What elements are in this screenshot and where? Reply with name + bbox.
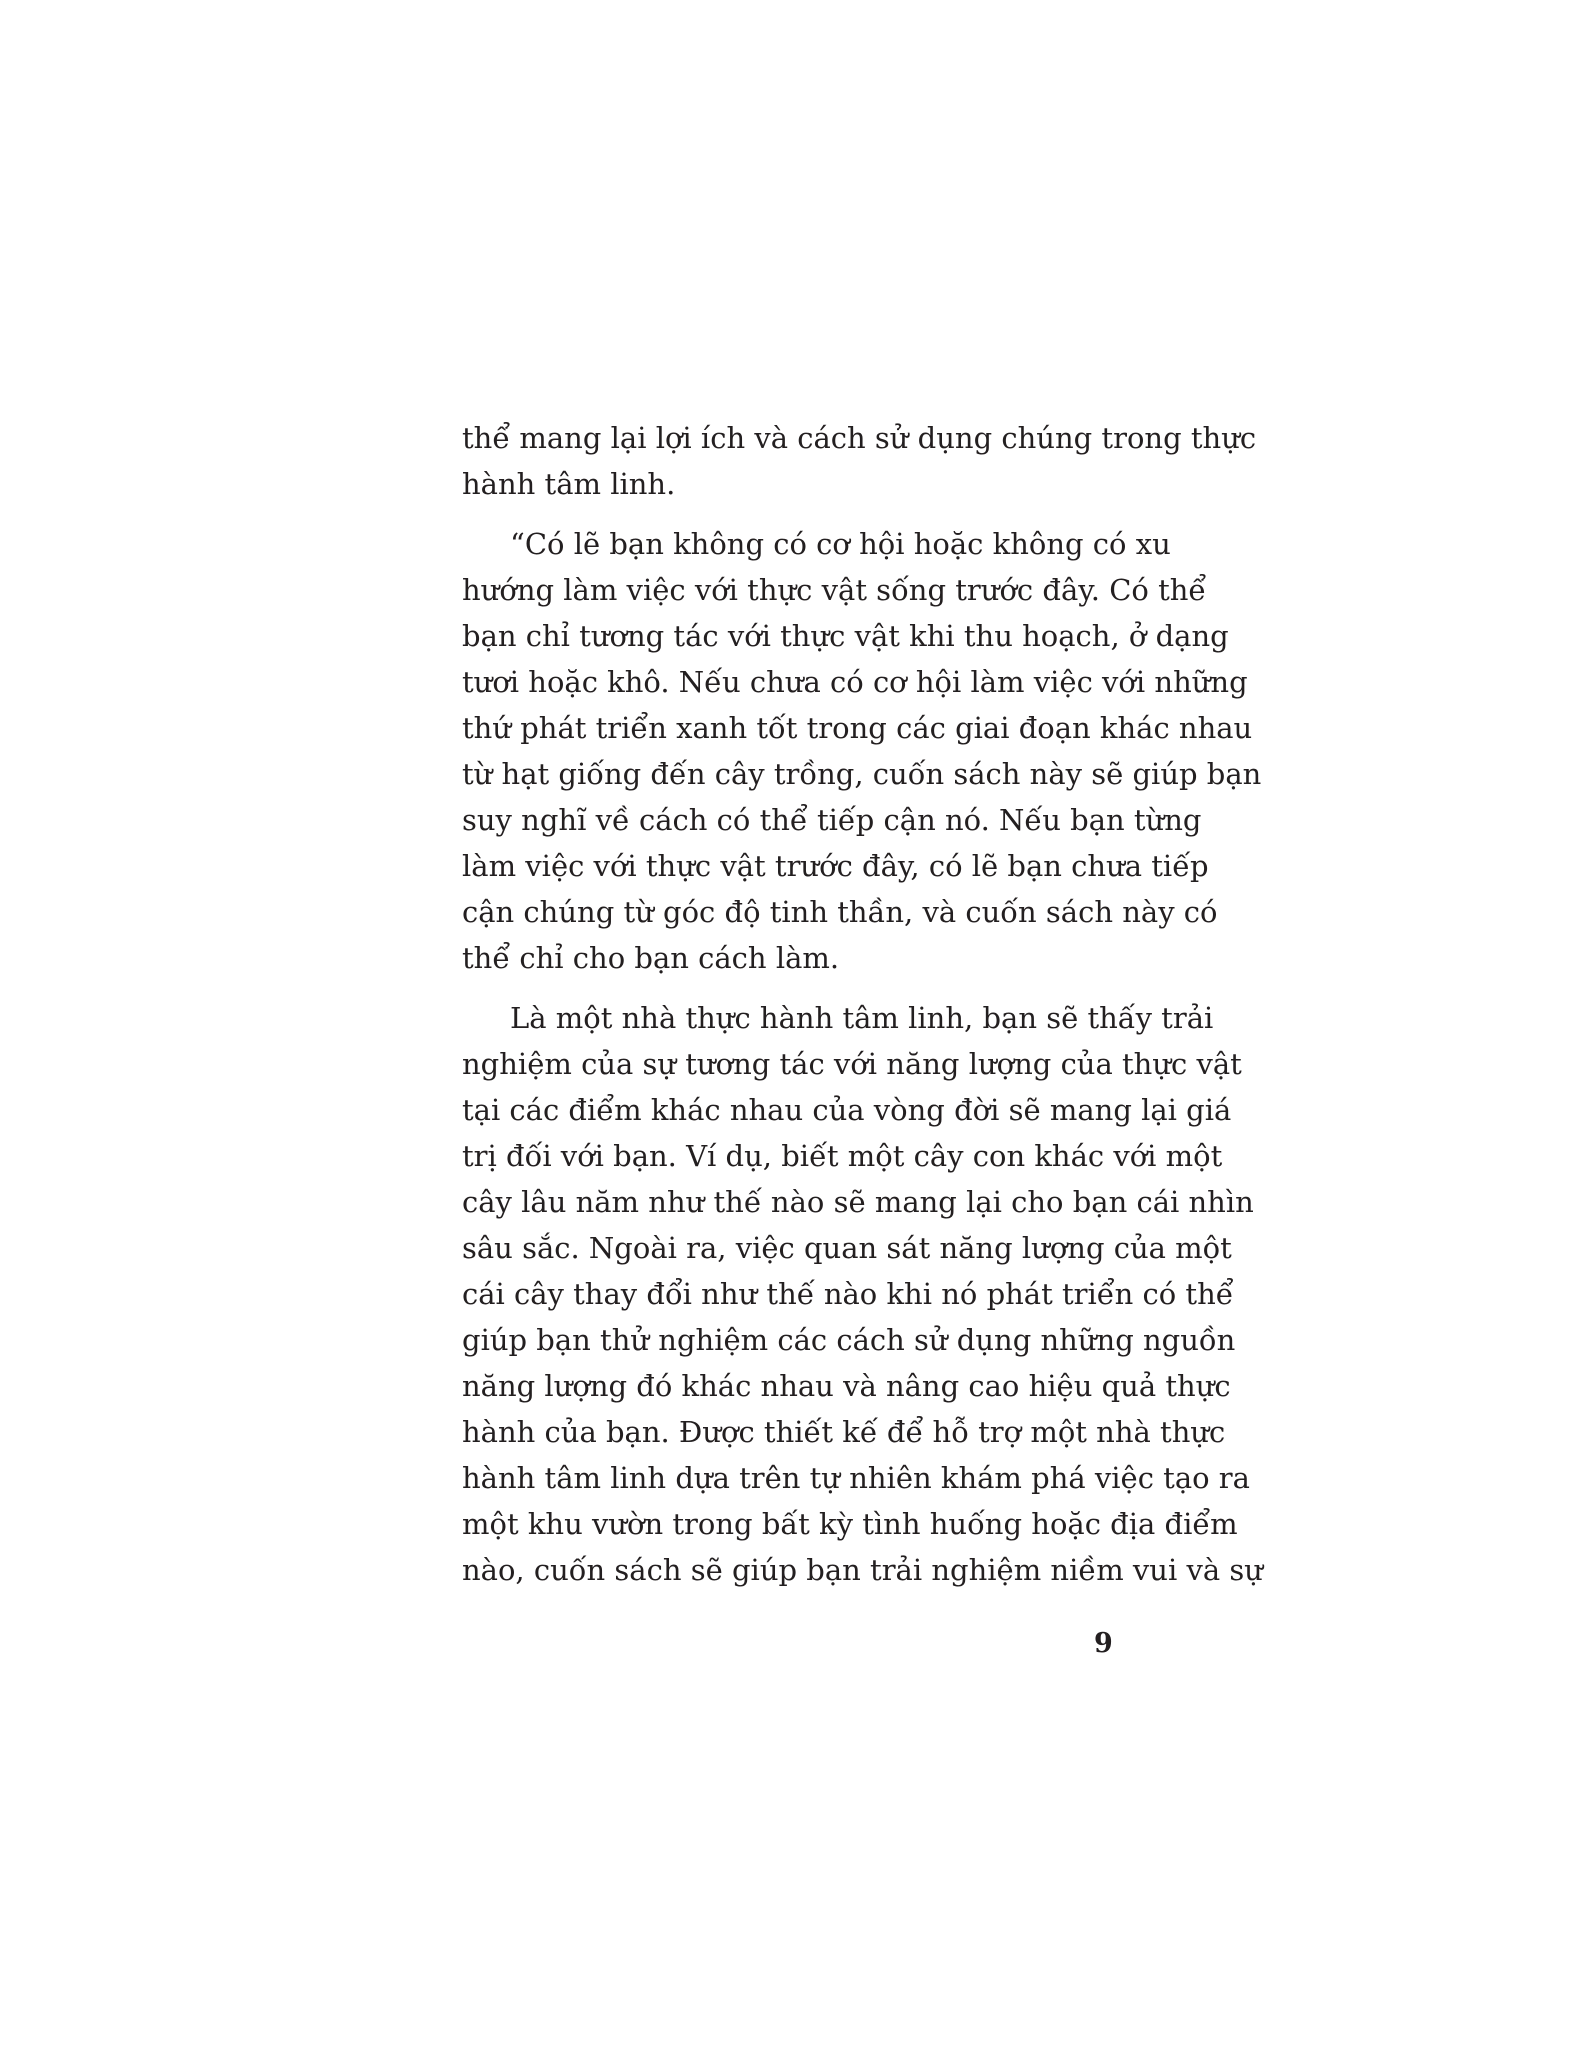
text-line: cận chúng từ góc độ tinh thần, và cuốn sách này có xyxy=(462,895,1218,929)
text-line: hành của bạn. Được thiết kế để hỗ trợ một nhà thực xyxy=(462,1415,1226,1449)
text-line: tươi hoặc khô. Nếu chưa có cơ hội làm việc với những xyxy=(462,665,1248,699)
paragraph-1 xyxy=(462,415,1257,507)
text-line: hành tâm linh dựa trên tự nhiên khám phá việc tạo ra xyxy=(462,1461,1250,1495)
text-line: thể mang lại lợi ích và cách sử dụng chúng trong thực xyxy=(462,421,1257,455)
text-line: hành tâm linh. xyxy=(462,467,676,501)
text-line: cây lâu năm như thế nào sẽ mang lại cho bạn cái nhìn xyxy=(462,1185,1254,1219)
text-line: Là một nhà thực hành tâm linh, bạn sẽ thấy trải xyxy=(510,1001,1214,1035)
text-line: nghiệm của sự tương tác với năng lượng của thực vật xyxy=(462,1047,1242,1081)
text-line: tại các điểm khác nhau của vòng đời sẽ mang lại giá xyxy=(462,1093,1232,1127)
text-line: thể chỉ cho bạn cách làm. xyxy=(462,941,840,975)
text-line: từ hạt giống đến cây trồng, cuốn sách này sẽ giúp bạn xyxy=(462,757,1262,791)
text-line: làm việc với thực vật trước đây, có lẽ bạn chưa tiếp xyxy=(462,849,1209,883)
paragraph-2 xyxy=(462,521,1262,981)
text-line: năng lượng đó khác nhau và nâng cao hiệu quả thực xyxy=(462,1369,1231,1403)
text-line: một khu vườn trong bất kỳ tình huống hoặc địa điểm xyxy=(462,1507,1238,1541)
text-line: suy nghĩ về cách có thể tiếp cận nó. Nếu bạn từng xyxy=(462,803,1202,837)
text-line: trị đối với bạn. Ví dụ, biết một cây con khác với một xyxy=(462,1139,1223,1173)
text-line: giúp bạn thử nghiệm các cách sử dụng những nguồn xyxy=(462,1323,1236,1357)
body-text xyxy=(462,415,1263,1607)
text-line: hướng làm việc với thực vật sống trước đây. Có thể xyxy=(462,573,1207,607)
paragraph-3 xyxy=(462,995,1263,1593)
text-line: “Có lẽ bạn không có cơ hội hoặc không có xu xyxy=(510,527,1171,561)
text-line: bạn chỉ tương tác với thực vật khi thu hoạch, ở dạng xyxy=(462,619,1229,653)
text-line: sâu sắc. Ngoài ra, việc quan sát năng lượng của một xyxy=(462,1231,1232,1265)
text-line: thứ phát triển xanh tốt trong các giai đoạn khác nhau xyxy=(462,711,1253,745)
page-number: 9 xyxy=(1094,1628,1113,1659)
text-line: nào, cuốn sách sẽ giúp bạn trải nghiệm niềm vui và sự xyxy=(462,1553,1263,1587)
text-line: cái cây thay đổi như thế nào khi nó phát triển có thể xyxy=(462,1277,1234,1311)
